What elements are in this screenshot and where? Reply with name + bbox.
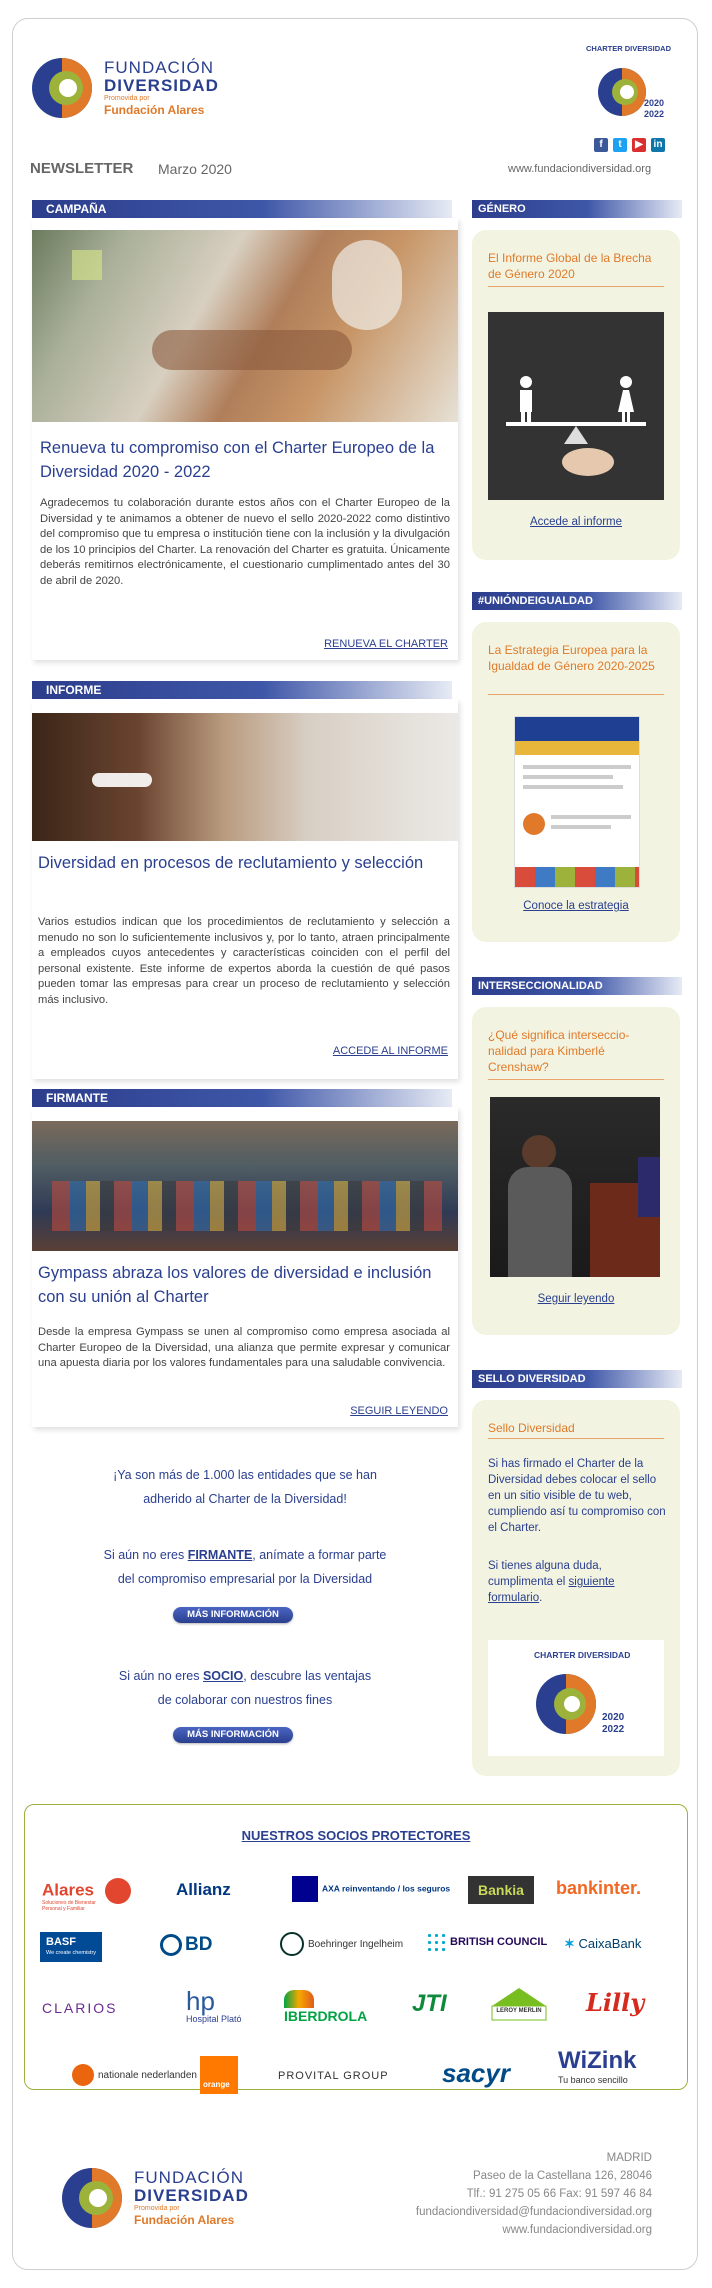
sidebar-bar-genero: GÉNERO [472,200,682,218]
partner-allianz[interactable]: Allianz [176,1880,231,1899]
sidebar-card-sello [472,1400,680,1776]
logo-promoted: Promovida por [104,95,150,102]
firmante-body: Desde la empresa Gympass se unen al compromiso como empresa asociada al Charter Europeo de la Diversidad, una alianza que permite expresar y comunicar una apuesta diaria por los valores fundamentales para una saludable convivencia. [38,1326,450,1370]
partner-axa-text: AXA reinventando / los seguros [322,1883,451,1894]
sello-charter-image [488,1640,664,1756]
informe-image [32,713,458,841]
partner-british-council[interactable] [426,1932,548,1952]
informe-title: Diversidad en procesos de reclutamiento y selección [38,854,424,872]
cta-firmante-line2: del compromiso empresarial por la Diversidad [117,1572,373,1586]
footer-address: Paseo de la Castellana 126, 28046 [472,2170,652,2182]
hp-logo-mark: hp [186,1986,215,2016]
partner-iberdrola-name: IBERDROLA [284,2008,368,2024]
sello-badge-year2: 2022 [602,1724,625,1735]
strategy-document-image [514,716,640,888]
sidebar-sello-title: Sello Diversidad [488,1421,575,1435]
youtube-icon[interactable]: ▶ [632,138,646,152]
cta-socio-post: , descubre las ventajas [243,1669,372,1683]
footer-logo-line2: DIVERSIDAD [134,2186,249,2205]
british-council-dots-icon [426,1932,446,1952]
footer-logo-alares: Fundación Alares [134,2213,235,2227]
sidebar-card-interseccionalidad [472,1007,680,1335]
sello-paragraph-2 [488,1558,668,1606]
campana-title: Renueva tu compromiso con el Charter Europeo de la Diversidad 2020 - 2022 [40,439,435,481]
seguir-leyendo-sidebar-link[interactable]: Seguir leyendo [537,1293,615,1305]
accede-informe-link[interactable]: ACCEDE AL INFORME [332,1045,448,1057]
cta-firmante-pre: Si aún no eres [103,1548,188,1562]
gender-gap-image [488,312,664,500]
campana-card [32,218,458,660]
cta-line1: ¡Ya son más de 1.000 las entidades que se han [113,1468,377,1482]
partner-wizink-name: WiZink [558,2047,637,2074]
sidebar-genero-title[interactable]: El Informe Global de la Brecha de Género 2020 [488,251,652,281]
partner-hospital-plato[interactable] [186,1988,242,2024]
charter-badge [582,42,672,132]
foundation-logo[interactable] [30,48,240,128]
partners-title: NUESTROS SOCIOS PROTECTORES [241,1828,471,1843]
cta-socio-word[interactable]: SOCIO [202,1669,244,1683]
firmante-title: Gympass abraza los valores de diversidad e inclusión con su unión al Charter [38,1264,432,1306]
partner-basf-name: BASF [46,1936,76,1948]
newsletter-label: NEWSLETTER [30,160,134,177]
partner-boehringer-name: Boehringer Ingelheim [308,1938,404,1950]
partner-boehringer[interactable] [280,1932,404,1956]
cta-line2: adherido al Charter de la Diversidad! [143,1492,347,1506]
partner-leroy-merlin-name: LEROY MERLIN [496,2008,542,2014]
gender-scale-icon [488,312,664,500]
foundation-logo-mark [30,48,94,128]
partner-bd-name: BD [185,1934,213,1956]
cta-firmante [32,1543,458,1567]
partner-alares-sub: Soluciones de Bienestar Personal y Familiar [42,1900,96,1912]
partner-lilly[interactable]: Lilly [586,1988,645,2017]
partner-basf[interactable] [40,1932,102,1962]
partner-wizink[interactable] [558,2048,636,2086]
section-bar-firmante: FIRMANTE [32,1089,452,1107]
linkedin-icon[interactable]: in [651,138,665,152]
mas-informacion-firmante-button[interactable]: MÁS INFORMACIÓN [173,1607,293,1623]
footer-logo[interactable] [60,2158,280,2238]
boehringer-logo-icon [280,1932,304,1956]
logo-alares: Fundación Alares [104,103,205,117]
sidebar-card-union [472,622,680,942]
informe-card [32,699,458,1079]
sidebar-interseccionalidad-separator [488,1079,664,1080]
footer-city: MADRID [606,2152,652,2164]
charter-badge-year1: 2020 [644,98,665,108]
partner-caixabank-name: CaixaBank [578,1936,642,1951]
partner-hp-sub: Hospital Plató [186,2014,242,2024]
accede-informe-sidebar-link[interactable]: Accede al informe [529,516,623,528]
partner-caixabank[interactable] [564,1936,641,1952]
sello-p2-post: . [539,1592,543,1604]
sello-p2-pre: Si tienes alguna duda, cumplimenta el [488,1560,602,1588]
partner-leroy-merlin[interactable] [490,1986,548,2022]
campana-body: Agradecemos tu colaboración durante estos años con el Charter Europeo de la Diversidad y te animamos a obtener de nuevo el sello 2020-2022 como distintivo del compromiso que tu empresa o institución tiene con la inclusión y la divulgación de los 10 principios del Charter. La renovación del Charter es gratuita. Únicamente deberás remitirnos electrónicamente, el cuestionario cumplimentado antes del 30 de abril de 2020. [40,497,450,587]
facebook-icon[interactable]: f [594,138,608,152]
siguiente-formulario-link[interactable]: siguiente formulario [488,1576,615,1604]
renueva-charter-link[interactable]: RENUEVA EL CHARTER [324,638,448,650]
partner-nn-name: nationale nederlanden [98,2069,197,2081]
nn-logo-icon [72,2064,94,2086]
sidebar-genero-separator [488,286,664,287]
partner-sacyr[interactable]: sacyr [442,2058,510,2088]
leroy-merlin-house-icon [490,1986,548,2022]
footer-phones: Tlf.: 91 275 05 66 Fax: 91 597 46 84 [466,2188,652,2200]
footer-logo-mark [60,2158,124,2238]
informe-body: Varios estudios indican que los procedimientos de reclutamiento y selección a menudo no son lo suficientemente inclusivos y, por lo tanto, atraen principalmente a empleados cuyos antecedentes y características coinciden con el perfil del personal existente. Este informe de expertos aborda la cuestión de qué pasos pueden tomar las empresas para crear un proceso de reclutamiento y selección más inclusivo. [38,916,450,1006]
sidebar-interseccionalidad-title[interactable]: ¿Qué significa interseccio-nalidad para Kimberlé Crenshaw? [488,1028,630,1074]
bd-logo-icon [160,1934,182,1956]
partner-basf-sub: We create chemistry [46,1950,97,1956]
seguir-leyendo-firmante-link[interactable]: SEGUIR LEYENDO [350,1405,448,1417]
cta-firmante-post: , anímate a formar parte [252,1548,387,1562]
charter-badge-year2: 2022 [644,109,665,119]
logo-line1: FUNDACIÓN [104,58,215,77]
partner-orange-name: orange [203,2080,230,2089]
charter-badge-title: CHARTER DIVERSIDAD [586,44,672,53]
partner-nationale-nederlanden[interactable] [72,2064,197,2086]
campana-image [32,230,458,422]
partner-orange[interactable] [200,2056,238,2094]
sidebar-sello-separator [488,1438,664,1439]
sidebar-union-separator [488,694,664,695]
partner-bd[interactable] [160,1934,212,1956]
caixabank-star-icon: ✶ [564,1936,575,1951]
footer-logo-promoted: Promovida por [134,2205,180,2212]
conoce-estrategia-link[interactable]: Conoce la estrategia [523,900,629,912]
sello-badge-title: CHARTER DIVERSIDAD [534,1650,631,1660]
newsletter-date: Marzo 2020 [158,161,232,177]
crenshaw-photo [490,1097,660,1277]
footer-email[interactable]: fundaciondiversidad@fundaciondiversidad.org [415,2206,652,2218]
cta-socio-line2: de colaborar con nuestros fines [157,1693,333,1707]
firmante-card [32,1107,458,1427]
partner-iberdrola[interactable] [284,1990,367,2024]
section-bar-informe: INFORME [32,681,452,699]
section-bar-campana: CAMPAÑA [32,200,452,218]
partner-provital[interactable]: PROVITAL GROUP [278,2070,389,2082]
partner-british-council-name: BRITISH COUNCIL [450,1936,548,1948]
sidebar-union-title[interactable]: La Estrategia Europea para la Igualdad de Género 2020-2025 [488,643,655,673]
website-link[interactable]: www.fundaciondiversidad.org [508,163,652,175]
twitter-icon[interactable]: t [613,138,627,152]
sidebar-bar-sello: SELLO DIVERSIDAD [472,1370,682,1388]
cta-socio [32,1664,458,1688]
sidebar-bar-union: #UNIÓNDEIGUALDAD [472,592,682,610]
partner-clarios[interactable]: CLARIOS [42,2000,118,2016]
axa-logo-icon [292,1876,318,1902]
sello-paragraph-1: Si has firmado el Charter de la Diversidad debes colocar el sello en un sitio visible de tu web, cumpliendo así tu compromiso con el Charter. [488,1458,666,1534]
mas-informacion-socio-button[interactable]: MÁS INFORMACIÓN [173,1727,293,1743]
sidebar-bar-interseccionalidad: INTERSECCIONALIDAD [472,977,682,995]
sidebar-card-genero [472,230,680,560]
partner-bankinter[interactable]: bankinter. [556,1878,642,1898]
partner-bankia[interactable]: Bankia [468,1876,534,1904]
partner-alares-name: Alares [42,1880,94,1900]
partner-jti[interactable]: JTI [412,1990,447,2017]
partner-axa[interactable] [292,1876,450,1902]
partner-wizink-sub: Tu banco sencillo [558,2075,628,2085]
sello-badge-year1: 2020 [602,1712,625,1723]
footer-web[interactable]: www.fundaciondiversidad.org [502,2224,652,2236]
cta-socio-pre: Si aún no eres [118,1669,203,1683]
footer-logo-line1: FUNDACIÓN [134,2168,245,2187]
firmante-image [32,1121,458,1251]
logo-line2: DIVERSIDAD [104,76,219,95]
cta-firmante-word[interactable]: FIRMANTE [187,1548,253,1562]
iberdrola-leaves-icon [284,1990,314,2008]
